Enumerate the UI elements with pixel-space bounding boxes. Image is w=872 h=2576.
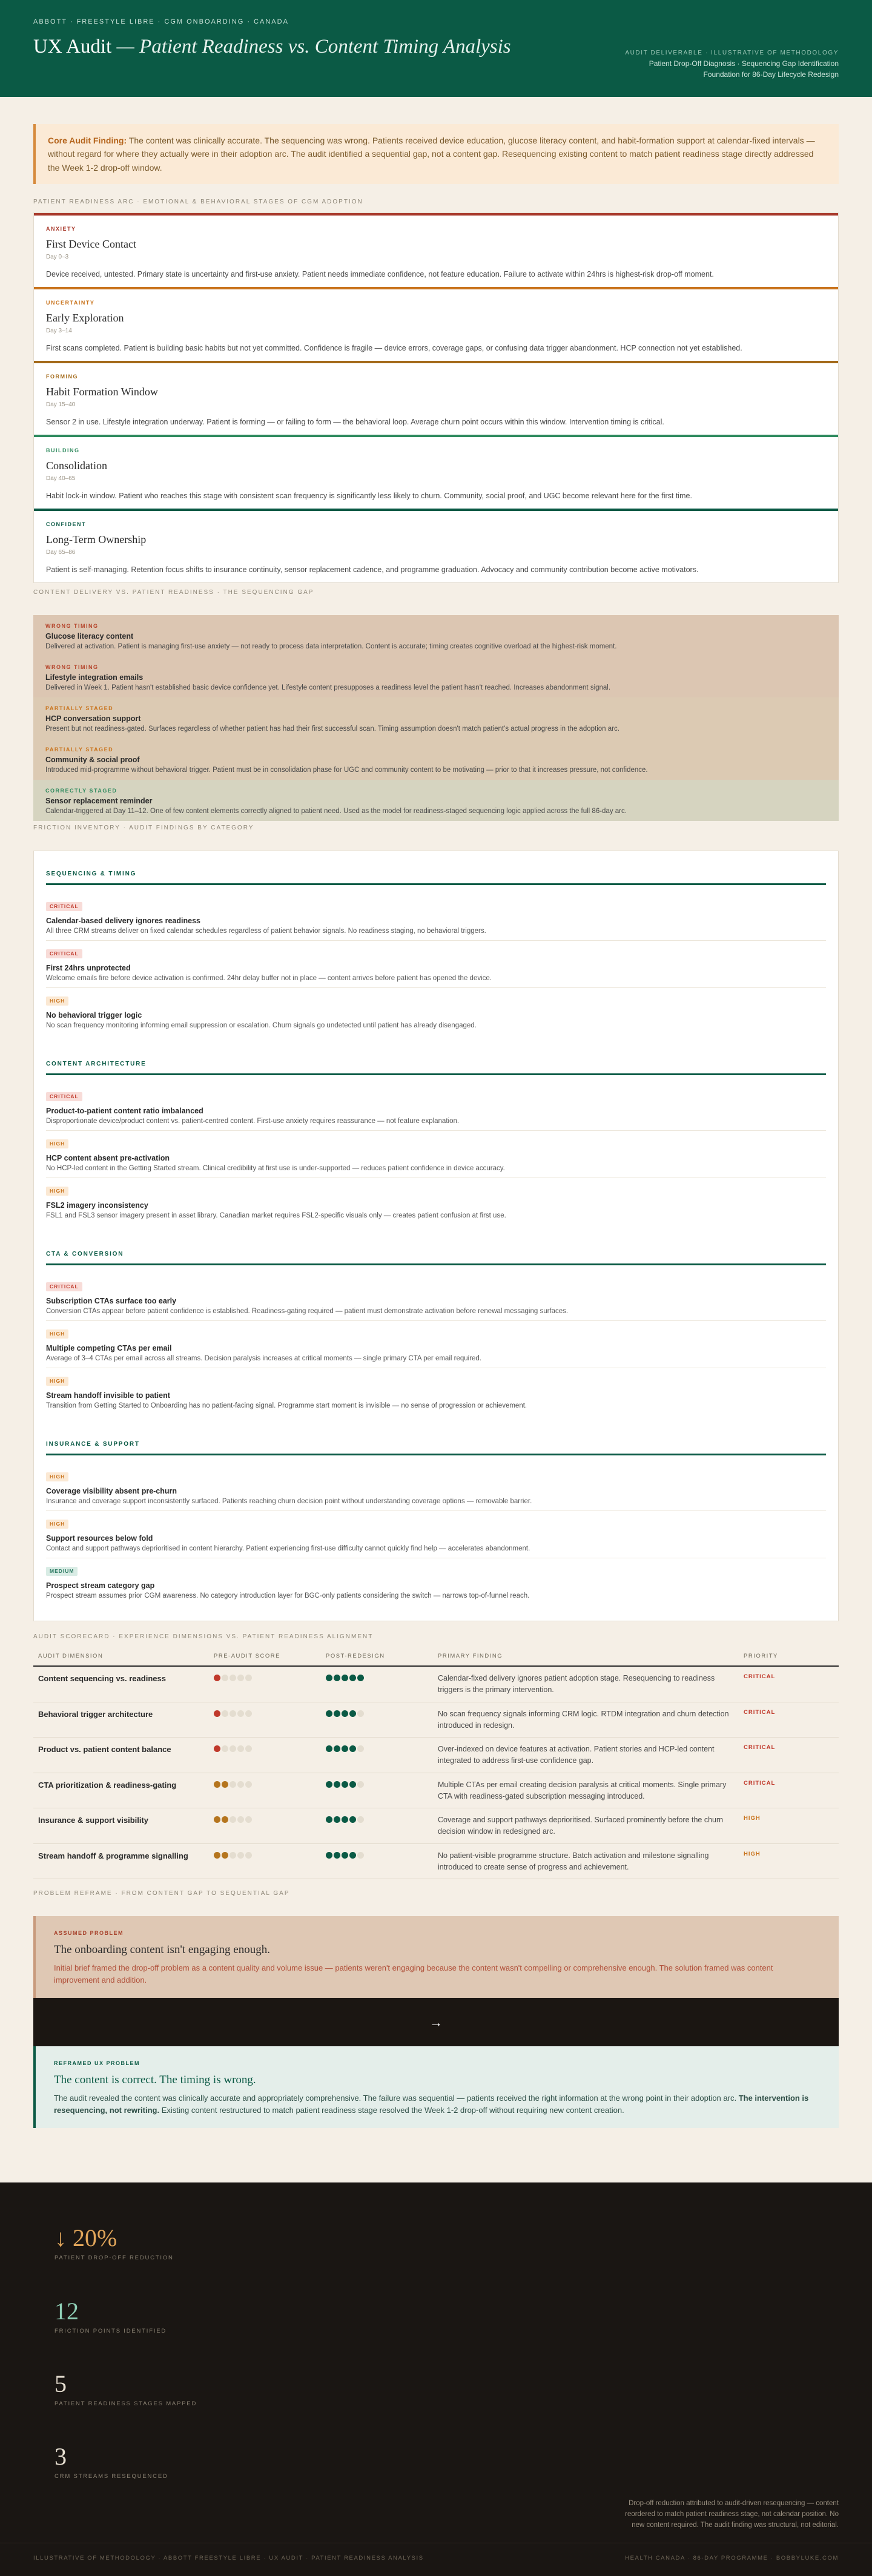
post-redesign-score [321, 1702, 433, 1738]
friction-item-title: Product-to-patient content ratio imbalanced [46, 1106, 203, 1115]
friction-item [46, 1321, 826, 1368]
scorecard-header-row [33, 1647, 839, 1666]
sequencing-title: Sensor replacement reminder [45, 796, 153, 805]
header-meta [625, 48, 839, 81]
stages-section-label: PATIENT READINESS ARC · EMOTIONAL & BEHAVIORAL STAGES OF CGM ADOPTION [33, 199, 363, 206]
score-dot [214, 1675, 220, 1681]
friction-item-title: Multiple competing CTAs per email [46, 1343, 172, 1352]
post-redesign-score [321, 1843, 433, 1879]
scorecard-dimension: Product vs. patient content balance [33, 1738, 209, 1773]
sequencing-status-tag: PARTIALLY STAGED [45, 746, 114, 753]
stat-label: FRICTION POINTS IDENTIFIED [54, 2327, 167, 2334]
pre-audit-score [209, 1738, 321, 1773]
friction-item [46, 1558, 826, 1606]
stat-number: ↓ 20% [54, 2224, 117, 2252]
friction-item-title: Prospect stream category gap [46, 1581, 155, 1590]
scorecard-priority: HIGH [739, 1843, 839, 1879]
scorecard-row [33, 1843, 839, 1879]
score-dot [334, 1745, 340, 1752]
score-dot [230, 1675, 236, 1681]
friction-item-list [46, 1464, 826, 1606]
score-dot [222, 1816, 228, 1823]
scorecard-row [33, 1702, 839, 1738]
stage-desc: Sensor 2 in use. Lifestyle integration underway. Patient is forming — or failing to form — the behavioral loop. Average churn point occurs within this window. Intervention timing is critical. [46, 417, 664, 426]
score-dot [349, 1781, 356, 1788]
friction-item-desc: Insurance and coverage support inconsistently surfaced. Patients reaching churn decision point without understanding coverage options — removable barrier. [46, 1498, 532, 1506]
score-dot [222, 1675, 228, 1681]
severity-badge: CRITICAL [46, 1092, 82, 1101]
sequencing-status-tag: CORRECTLY STAGED [45, 788, 117, 794]
post-redesign-score [321, 1738, 433, 1773]
scorecard-dimension: CTA prioritization & readiness-gating [33, 1773, 209, 1808]
score-dot [214, 1781, 220, 1788]
pre-audit-score [209, 1666, 321, 1702]
friction-item-desc: No scan frequency monitoring informing email suppression or escalation. Churn signals go undetected until patient has already disengaged. [46, 1022, 477, 1030]
assumed-problem-tag: ASSUMED PROBLEM [54, 1930, 124, 1937]
scorecard-finding: Coverage and support pathways deprioritised. Surfaced prominently before the churn decision window in redesigned arc. [433, 1808, 739, 1844]
sequencing-desc: Delivered at activation. Patient is managing first-use anxiety — not ready to process data interpretation. Content is accurate; timing creates cognitive overload at the highest-risk moment. [45, 643, 617, 651]
score-dot [342, 1852, 348, 1859]
pre-audit-score [209, 1843, 321, 1879]
results-note: Drop-off reduction attributed to audit-driven resequencing — content reordered to match patient readiness stage, not calendar position. No new content required. The audit finding was structural, not editorial. [625, 2499, 839, 2529]
friction-item [46, 1084, 826, 1131]
readiness-stages [33, 212, 839, 583]
assumed-problem-title: The onboarding content isn't engaging enough. [54, 1943, 270, 1956]
score-dot [237, 1745, 244, 1752]
reframed-problem-card [33, 2046, 839, 2128]
score-dot [334, 1852, 340, 1859]
scorecard-priority: CRITICAL [739, 1738, 839, 1773]
friction-item-title: FSL2 imagery inconsistency [46, 1201, 148, 1210]
sequencing-row [33, 739, 839, 780]
stage-desc: Patient is self-managing. Retention focus shifts to insurance continuity, sensor replacement cadence, and programme graduation. Advocacy and community contribution become active motivators. [46, 565, 699, 574]
stage-title: Long-Term Ownership [46, 533, 147, 545]
stat-label: PATIENT READINESS STAGES MAPPED [54, 2400, 197, 2407]
sequencing-title: Glucose literacy content [45, 631, 134, 641]
stage-title: Habit Formation Window [46, 385, 158, 398]
friction-inventory [33, 851, 839, 1621]
stage-day: Day 0–3 [46, 253, 69, 260]
friction-item-title: Stream handoff invisible to patient [46, 1391, 170, 1400]
stat-label: PATIENT DROP-OFF REDUCTION [54, 2255, 174, 2262]
stage-card [34, 287, 838, 361]
sequencing-status-tag: WRONG TIMING [45, 623, 99, 630]
severity-badge: HIGH [46, 1187, 68, 1196]
friction-item-title: Subscription CTAs surface too early [46, 1296, 177, 1305]
score-dot [326, 1781, 332, 1788]
stage-tag: FORMING [46, 374, 78, 380]
severity-badge: HIGH [46, 996, 68, 1006]
friction-category-heading: CONTENT ARCHITECTURE [46, 1059, 826, 1075]
scorecard-priority: CRITICAL [739, 1702, 839, 1738]
stage-card [34, 361, 838, 435]
score-dot [357, 1675, 364, 1681]
severity-badge: CRITICAL [46, 902, 82, 911]
stage-title: First Device Contact [46, 237, 136, 250]
core-finding-label: Core Audit Finding: [48, 136, 127, 145]
col-pre-audit: PRE-AUDIT SCORE [209, 1647, 321, 1666]
score-dot [357, 1745, 364, 1752]
stage-day: Day 40–65 [46, 475, 76, 482]
score-dot [222, 1710, 228, 1717]
friction-item-desc: Transition from Getting Started to Onboarding has no patient-facing signal. Programme start moment is invisible — no sense of progression or achievement. [46, 1402, 527, 1410]
friction-item-title: Coverage visibility absent pre-churn [46, 1486, 177, 1495]
score-dot [237, 1675, 244, 1681]
friction-category [46, 869, 826, 1035]
score-dot [245, 1852, 252, 1859]
friction-item-list [46, 1274, 826, 1415]
stat-block [54, 2371, 818, 2408]
score-dot [349, 1816, 356, 1823]
stage-day: Day 65–86 [46, 548, 76, 556]
score-dot [245, 1675, 252, 1681]
title-main: UX Audit [33, 35, 112, 58]
reframed-problem-desc [54, 2092, 821, 2116]
sequencing-row [33, 615, 839, 656]
friction-item-title: HCP content absent pre-activation [46, 1153, 170, 1162]
stage-card [34, 435, 838, 509]
reframed-desc-c: Existing content restructured to match patient readiness stage resolved the Week 1-2 drop-off without requiring new content creation. [161, 2105, 624, 2115]
sequencing-section-label: CONTENT DELIVERY VS. PATIENT READINESS · THE SEQUENCING GAP [33, 589, 314, 596]
score-dot [230, 1816, 236, 1823]
score-dot [237, 1710, 244, 1717]
friction-category [46, 1059, 826, 1225]
severity-badge: CRITICAL [46, 949, 82, 958]
friction-item-title: Calendar-based delivery ignores readiness [46, 916, 200, 925]
friction-item-desc: Welcome emails fire before device activation is confirmed. 24hr delay buffer not in place — content arrives before patient has opened the device. [46, 975, 492, 983]
score-dot [349, 1745, 356, 1752]
footer-right: HEALTH CANADA · 86-DAY PROGRAMME · BOBBYLUKE.COM [625, 2555, 839, 2562]
score-dot [342, 1710, 348, 1717]
score-dot [214, 1816, 220, 1823]
score-dot [222, 1745, 228, 1752]
severity-badge: MEDIUM [46, 1567, 78, 1576]
scorecard-priority: CRITICAL [739, 1773, 839, 1808]
sequencing-title: HCP conversation support [45, 714, 141, 723]
sequencing-title: Community & social proof [45, 755, 140, 764]
friction-item-desc: FSL1 and FSL3 sensor imagery present in asset library. Canadian market requires FSL2-specific visuals only — creates patient confusion at first use. [46, 1212, 506, 1220]
scorecard-row [33, 1773, 839, 1808]
assumed-problem-desc: Initial brief framed the drop-off problem as a content quality and volume issue — patients weren't engaging because the content wasn't compelling or comprehensive enough. The solution framed was content improvement and addition. [54, 1963, 773, 1985]
sequencing-desc: Present but not readiness-gated. Surfaces regardless of whether patient has had their first successful scan. Timing assumption doesn't match patient's actual progress in the adoption arc. [45, 725, 619, 733]
severity-badge: HIGH [46, 1377, 68, 1386]
friction-item-desc: Average of 3–4 CTAs per email across all streams. Decision paralysis increases at critical moments — single primary CTA per email required. [46, 1355, 482, 1363]
score-dot [342, 1781, 348, 1788]
score-dot [349, 1710, 356, 1717]
reframe-section-label: PROBLEM REFRAME · FROM CONTENT GAP TO SEQUENTIAL GAP [33, 1890, 290, 1897]
score-dot [334, 1710, 340, 1717]
reframed-desc-b: The intervention is resequencing, not rewriting. [54, 2093, 809, 2115]
core-finding-text: The content was clinically accurate. The sequencing was wrong. Patients received device education, glucose literacy content, and habit-formation support at calendar-fixed intervals — without regard for where they actually were in their adoption arc. The audit identified a sequential gap, not a content gap. Resequencing existing content to match patient readiness stage directly addressed the Week 1-2 drop-off window. [48, 136, 815, 173]
score-dot [245, 1816, 252, 1823]
severity-badge: HIGH [46, 1520, 68, 1529]
friction-category-heading: INSURANCE & SUPPORT [46, 1440, 826, 1455]
col-primary-finding: PRIMARY FINDING [433, 1647, 739, 1666]
score-dot [326, 1710, 332, 1717]
score-dot [230, 1852, 236, 1859]
sequencing-status-tag: WRONG TIMING [45, 664, 99, 671]
score-dot [349, 1675, 356, 1681]
scorecard-section-label: AUDIT SCORECARD · EXPERIENCE DIMENSIONS VS. PATIENT READINESS ALIGNMENT [33, 1633, 374, 1641]
stat-block [54, 2225, 818, 2262]
stage-desc: Habit lock-in window. Patient who reaches this stage with consistent scan frequency is significantly less likely to churn. Community, social proof, and UGC become relevant here for the first time. [46, 491, 692, 500]
scorecard-row [33, 1738, 839, 1773]
stage-card [34, 213, 838, 287]
friction-item [46, 941, 826, 988]
score-dot [230, 1710, 236, 1717]
stat-number: 3 [54, 2443, 67, 2471]
sequencing-title: Lifestyle integration emails [45, 673, 144, 682]
friction-item [46, 1368, 826, 1415]
stat-label: CRM STREAMS RESEQUENCED [54, 2473, 168, 2480]
stage-title: Early Exploration [46, 311, 124, 324]
friction-item-title: No behavioral trigger logic [46, 1010, 142, 1020]
header-eyebrow: ABBOTT · FREESTYLE LIBRE · CGM ONBOARDING · CANADA [33, 18, 289, 25]
score-dot [357, 1781, 364, 1788]
scorecard-dimension: Behavioral trigger architecture [33, 1702, 209, 1738]
reframe-arrow [33, 1998, 839, 2046]
friction-item-title: First 24hrs unprotected [46, 963, 131, 972]
page-footer [0, 2543, 872, 2576]
post-redesign-score [321, 1666, 433, 1702]
friction-item-desc: Prospect stream assumes prior CGM awareness. No category introduction layer for BGC-only patients considering the switch — narrows top-of-funnel reach. [46, 1592, 530, 1600]
stage-desc: Device received, untested. Primary state is uncertainty and first-use anxiety. Patient needs immediate confidence, not feature education. Failure to activate within 24hrs is highest-risk drop-off moment. [46, 269, 714, 278]
score-dot [237, 1781, 244, 1788]
friction-item [46, 1274, 826, 1321]
score-dot [326, 1852, 332, 1859]
stat-block [54, 2298, 818, 2336]
friction-item-list [46, 894, 826, 1035]
stage-card [34, 509, 838, 582]
score-dot [326, 1745, 332, 1752]
score-dot [222, 1781, 228, 1788]
stage-title: Consolidation [46, 459, 108, 472]
friction-category [46, 1250, 826, 1415]
sequencing-desc: Delivered in Week 1. Patient hasn't established basic device confidence yet. Lifestyle content presupposes a readiness level the patient hasn't reached. Increases abandonment signal. [45, 684, 611, 692]
friction-item-desc: Contact and support pathways deprioritised in content hierarchy. Patient experiencing first-use difficulty cannot quickly find help — accelerates abandonment. [46, 1545, 530, 1553]
scorecard-dimension: Insurance & support visibility [33, 1808, 209, 1844]
severity-badge: HIGH [46, 1329, 68, 1339]
header-meta-line1: Patient Drop-Off Diagnosis · Sequencing Gap Identification [649, 59, 839, 68]
severity-badge: HIGH [46, 1139, 68, 1148]
sequencing-desc: Introduced mid-programme without behavioral trigger. Patient must be in consolidation phase for UGC and community content to be motivating — prior to that it increases pressure, not confidence. [45, 766, 648, 774]
score-dot [342, 1816, 348, 1823]
pre-audit-score [209, 1808, 321, 1844]
header-meta-line2: Foundation for 86-Day Lifecycle Redesign [703, 70, 839, 79]
sequencing-row [33, 656, 839, 697]
severity-badge: CRITICAL [46, 1282, 82, 1291]
score-dot [357, 1816, 364, 1823]
scorecard-finding: Over-indexed on device features at activation. Patient stories and HCP-led content integrated to address first-use confidence gap. [433, 1738, 739, 1773]
friction-item-desc: Conversion CTAs appear before patient confidence is established. Readiness-gating required — patient must demonstrate activation before renewal messaging surfaces. [46, 1308, 569, 1316]
scorecard-finding: Calendar-fixed delivery ignores patient adoption stage. Resequencing to readiness triggers is the primary intervention. [433, 1666, 739, 1702]
reframed-problem-title: The content is correct. The timing is wrong. [54, 2073, 256, 2086]
col-post-redesign: POST-REDESIGN [321, 1647, 433, 1666]
stage-day: Day 3–14 [46, 327, 72, 334]
reframed-desc-a: The audit revealed the content was clinically accurate and appropriately comprehensive. The failure was sequential — patients received the right information at the wrong point in their adoption arc. [54, 2093, 737, 2103]
score-dot [326, 1675, 332, 1681]
score-dot [230, 1781, 236, 1788]
score-dot [342, 1675, 348, 1681]
stage-day: Day 15–40 [46, 401, 76, 408]
reframed-problem-tag: REFRAMED UX PROBLEM [54, 2060, 140, 2067]
score-dot [326, 1816, 332, 1823]
stage-tag: BUILDING [46, 447, 80, 454]
score-dot [334, 1816, 340, 1823]
score-dot [245, 1781, 252, 1788]
score-dot [357, 1710, 364, 1717]
scorecard-finding: Multiple CTAs per email creating decision paralysis at critical moments. Single primary CTA with readiness-gated subscription messaging introduced. [433, 1773, 739, 1808]
results-stats-panel [0, 2182, 872, 2543]
score-dot [237, 1816, 244, 1823]
arrow-right-icon: → [429, 2014, 443, 2030]
friction-item-desc: No HCP-led content in the Getting Started stream. Clinical credibility at first use is under-supported — reduces patient confidence in device accuracy. [46, 1165, 505, 1173]
problem-reframe [33, 1916, 839, 2128]
scorecard-row [33, 1808, 839, 1844]
stage-tag: UNCERTAINTY [46, 300, 95, 306]
scorecard-finding: No patient-visible programme structure. Batch activation and milestone signalling introduced to create sense of progress and achievement. [433, 1843, 739, 1879]
footer-left: ILLUSTRATIVE OF METHODOLOGY · ABBOTT FREESTYLE LIBRE · UX AUDIT · PATIENT READINESS ANALYSIS [33, 2555, 424, 2562]
friction-item [46, 894, 826, 941]
score-dot [357, 1852, 364, 1859]
col-priority: PRIORITY [739, 1647, 839, 1666]
friction-item-desc: All three CRM streams deliver on fixed calendar schedules regardless of patient behavior signals. No readiness staging, no behavioral triggers. [46, 927, 486, 935]
stat-number: 12 [54, 2297, 79, 2325]
pre-audit-score [209, 1702, 321, 1738]
friction-item [46, 1178, 826, 1225]
sequencing-row [33, 780, 839, 821]
severity-badge: HIGH [46, 1472, 68, 1481]
title-subtitle: — Patient Readiness vs. Content Timing Analysis [116, 35, 511, 58]
friction-item [46, 1464, 826, 1511]
friction-category-heading: CTA & CONVERSION [46, 1250, 826, 1265]
score-dot [349, 1852, 356, 1859]
pre-audit-score [209, 1773, 321, 1808]
friction-item-title: Support resources below fold [46, 1533, 153, 1543]
score-dot [214, 1852, 220, 1859]
score-dot [334, 1675, 340, 1681]
score-dot [237, 1852, 244, 1859]
scorecard-dimension: Stream handoff & programme signalling [33, 1843, 209, 1879]
header-meta-tag: AUDIT DELIVERABLE · ILLUSTRATIVE OF METHODOLOGY [625, 50, 839, 56]
score-dot [222, 1852, 228, 1859]
scorecard-priority: CRITICAL [739, 1666, 839, 1702]
score-dot [214, 1745, 220, 1752]
col-dimension: AUDIT DIMENSION [33, 1647, 209, 1666]
score-dot [334, 1781, 340, 1788]
page-header [0, 0, 872, 97]
sequencing-status-tag: PARTIALLY STAGED [45, 705, 114, 712]
scorecard-dimension: Content sequencing vs. readiness [33, 1666, 209, 1702]
friction-item [46, 988, 826, 1035]
scorecard-finding: No scan frequency signals informing CRM logic. RTDM integration and churn detection introduced in redesign. [433, 1702, 739, 1738]
friction-section-label: FRICTION INVENTORY · AUDIT FINDINGS BY CATEGORY [33, 825, 254, 832]
audit-scorecard [33, 1647, 839, 1879]
stage-desc: First scans completed. Patient is building basic habits but not yet committed. Confidence is fragile — device errors, coverage gaps, or confusing data trigger abandonment. HCP connection not yet established. [46, 343, 742, 352]
post-redesign-score [321, 1808, 433, 1844]
score-dot [245, 1710, 252, 1717]
scorecard-row [33, 1666, 839, 1702]
sequencing-row [33, 697, 839, 739]
friction-category-heading: SEQUENCING & TIMING [46, 869, 826, 885]
score-dot [245, 1745, 252, 1752]
stat-block [54, 2443, 818, 2481]
friction-category [46, 1440, 826, 1606]
core-finding-banner [33, 124, 839, 184]
score-dot [230, 1745, 236, 1752]
stage-tag: CONFIDENT [46, 521, 86, 528]
friction-item-list [46, 1084, 826, 1225]
friction-item [46, 1511, 826, 1558]
assumed-problem-card [33, 1916, 839, 1998]
sequencing-desc: Calendar-triggered at Day 11–12. One of few content elements correctly aligned to patient need. Used as the model for readiness-staged sequencing logic applied across the full 86-day arc. [45, 808, 627, 815]
friction-item-desc: Disproportionate device/product content vs. patient-centred content. First-use anxiety requires reassurance — not feature explanation. [46, 1118, 460, 1125]
score-dot [214, 1710, 220, 1717]
score-dot [342, 1745, 348, 1752]
post-redesign-score [321, 1773, 433, 1808]
friction-item [46, 1131, 826, 1178]
stat-number: 5 [54, 2370, 67, 2397]
scorecard-priority: HIGH [739, 1808, 839, 1844]
stage-tag: ANXIETY [46, 226, 76, 232]
sequencing-gap-list [33, 615, 839, 821]
